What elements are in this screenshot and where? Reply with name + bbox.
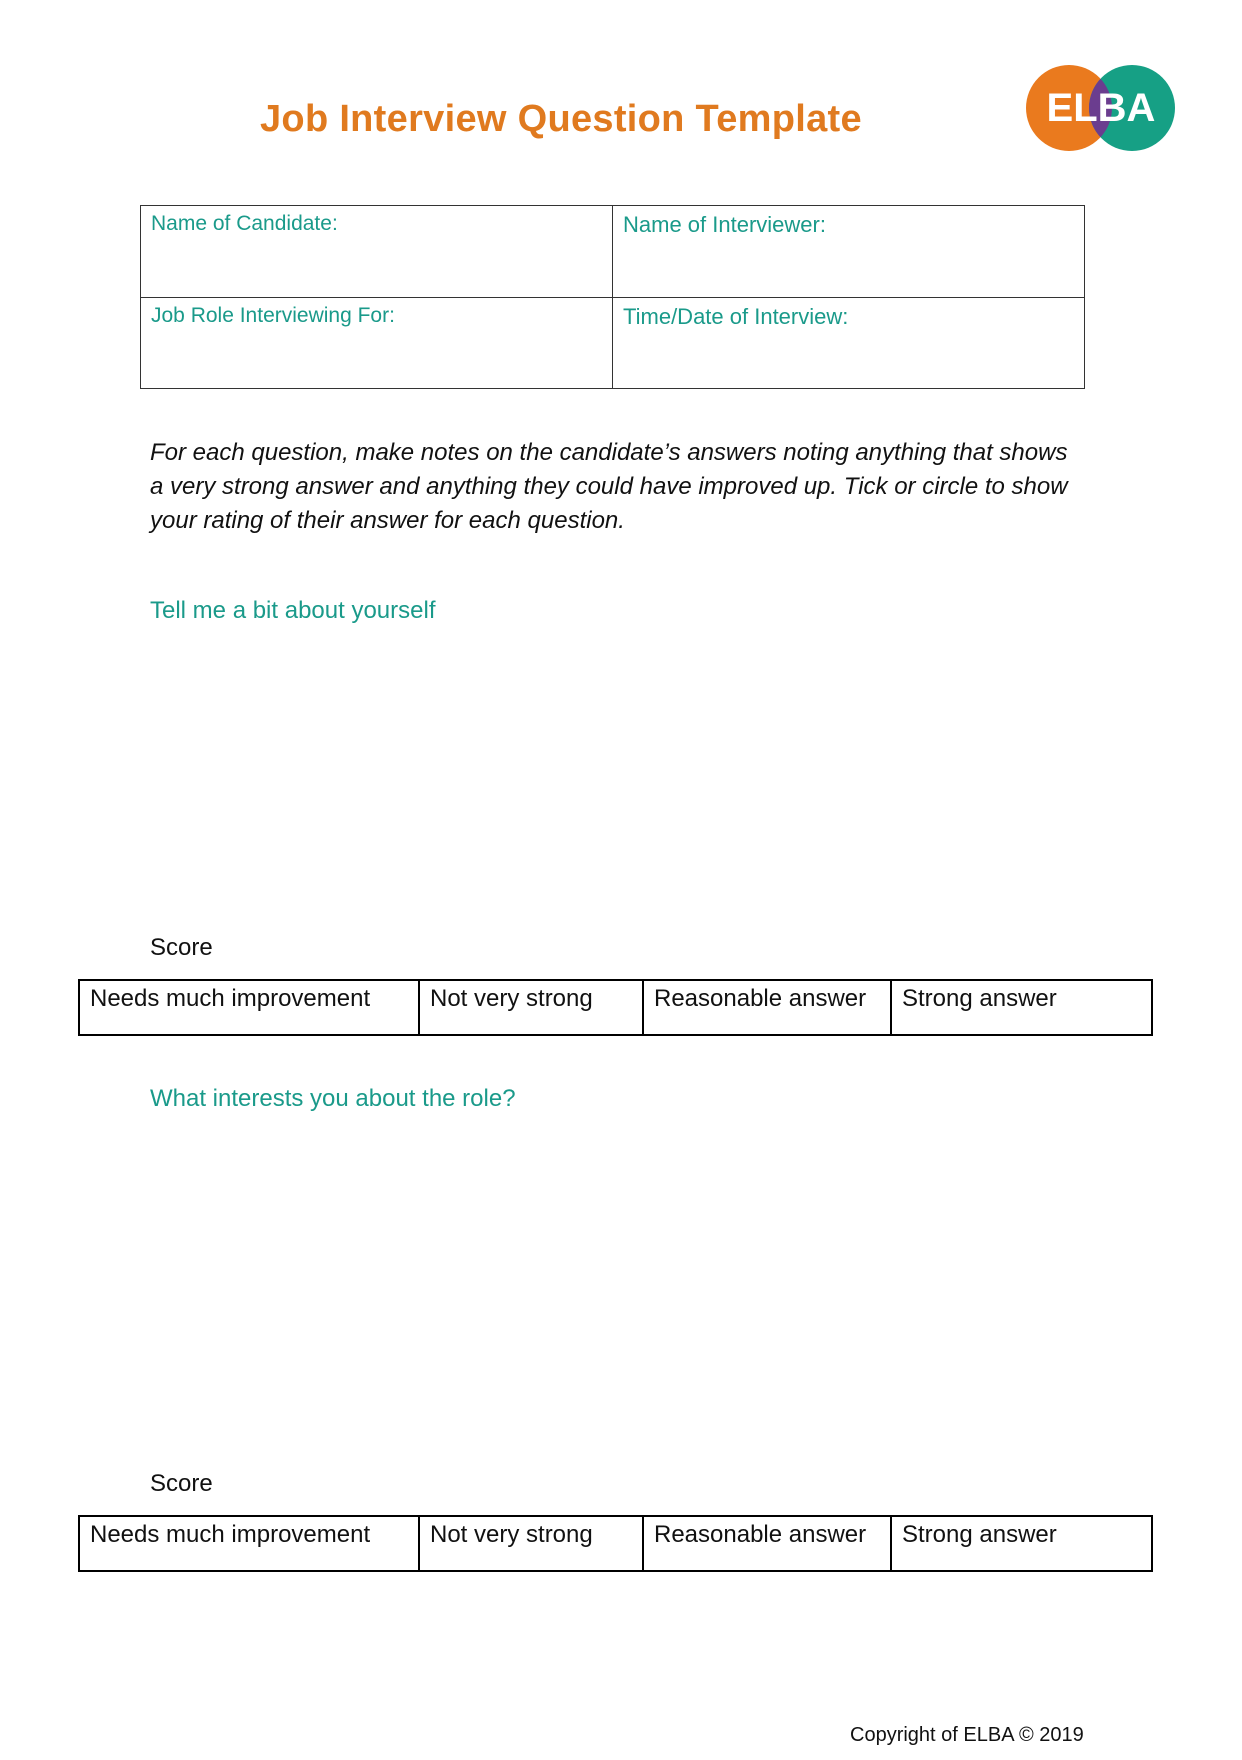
rating-not-very-strong[interactable]: Not very strong xyxy=(419,980,643,1035)
score-label-1: Score xyxy=(150,934,213,961)
rating-reasonable-answer[interactable]: Reasonable answer xyxy=(643,1516,891,1571)
instructions-text: For each question, make notes on the candidate’s answers noting anything that shows a very strong answer and anything they could have improved up. Tick or circle to show your rating of their answer for each question. xyxy=(150,439,1068,534)
job-role-field[interactable] xyxy=(141,297,613,389)
interviewer-name-label: Name of Interviewer: xyxy=(623,212,826,237)
rating-strong-answer[interactable]: Strong answer xyxy=(891,980,1152,1035)
candidate-name-label: Name of Candidate: xyxy=(151,212,338,235)
page-title: Job Interview Question Template xyxy=(260,98,862,140)
interviewer-name-field[interactable] xyxy=(613,206,1085,298)
logo-text: ELBA xyxy=(1046,86,1156,130)
score-table-2 xyxy=(78,1515,1153,1572)
score-table-1 xyxy=(78,979,1153,1036)
time-date-label: Time/Date of Interview: xyxy=(623,303,849,329)
rating-not-very-strong[interactable]: Not very strong xyxy=(419,1516,643,1571)
elba-logo xyxy=(1025,63,1177,153)
rating-reasonable-answer[interactable]: Reasonable answer xyxy=(643,980,891,1035)
candidate-info-table xyxy=(140,205,1085,389)
time-date-field[interactable] xyxy=(613,297,1085,389)
job-role-label: Job Role Interviewing For: xyxy=(151,303,395,327)
rating-needs-improvement[interactable]: Needs much improvement xyxy=(79,1516,419,1571)
rating-needs-improvement[interactable]: Needs much improvement xyxy=(79,980,419,1035)
score-label-2: Score xyxy=(150,1470,213,1497)
question-1: Tell me a bit about yourself xyxy=(150,597,436,624)
candidate-name-field[interactable] xyxy=(141,206,613,298)
rating-strong-answer[interactable]: Strong answer xyxy=(891,1516,1152,1571)
copyright-text: Copyright of ELBA © 2019 xyxy=(850,1724,1084,1746)
question-2: What interests you about the role? xyxy=(150,1085,516,1112)
